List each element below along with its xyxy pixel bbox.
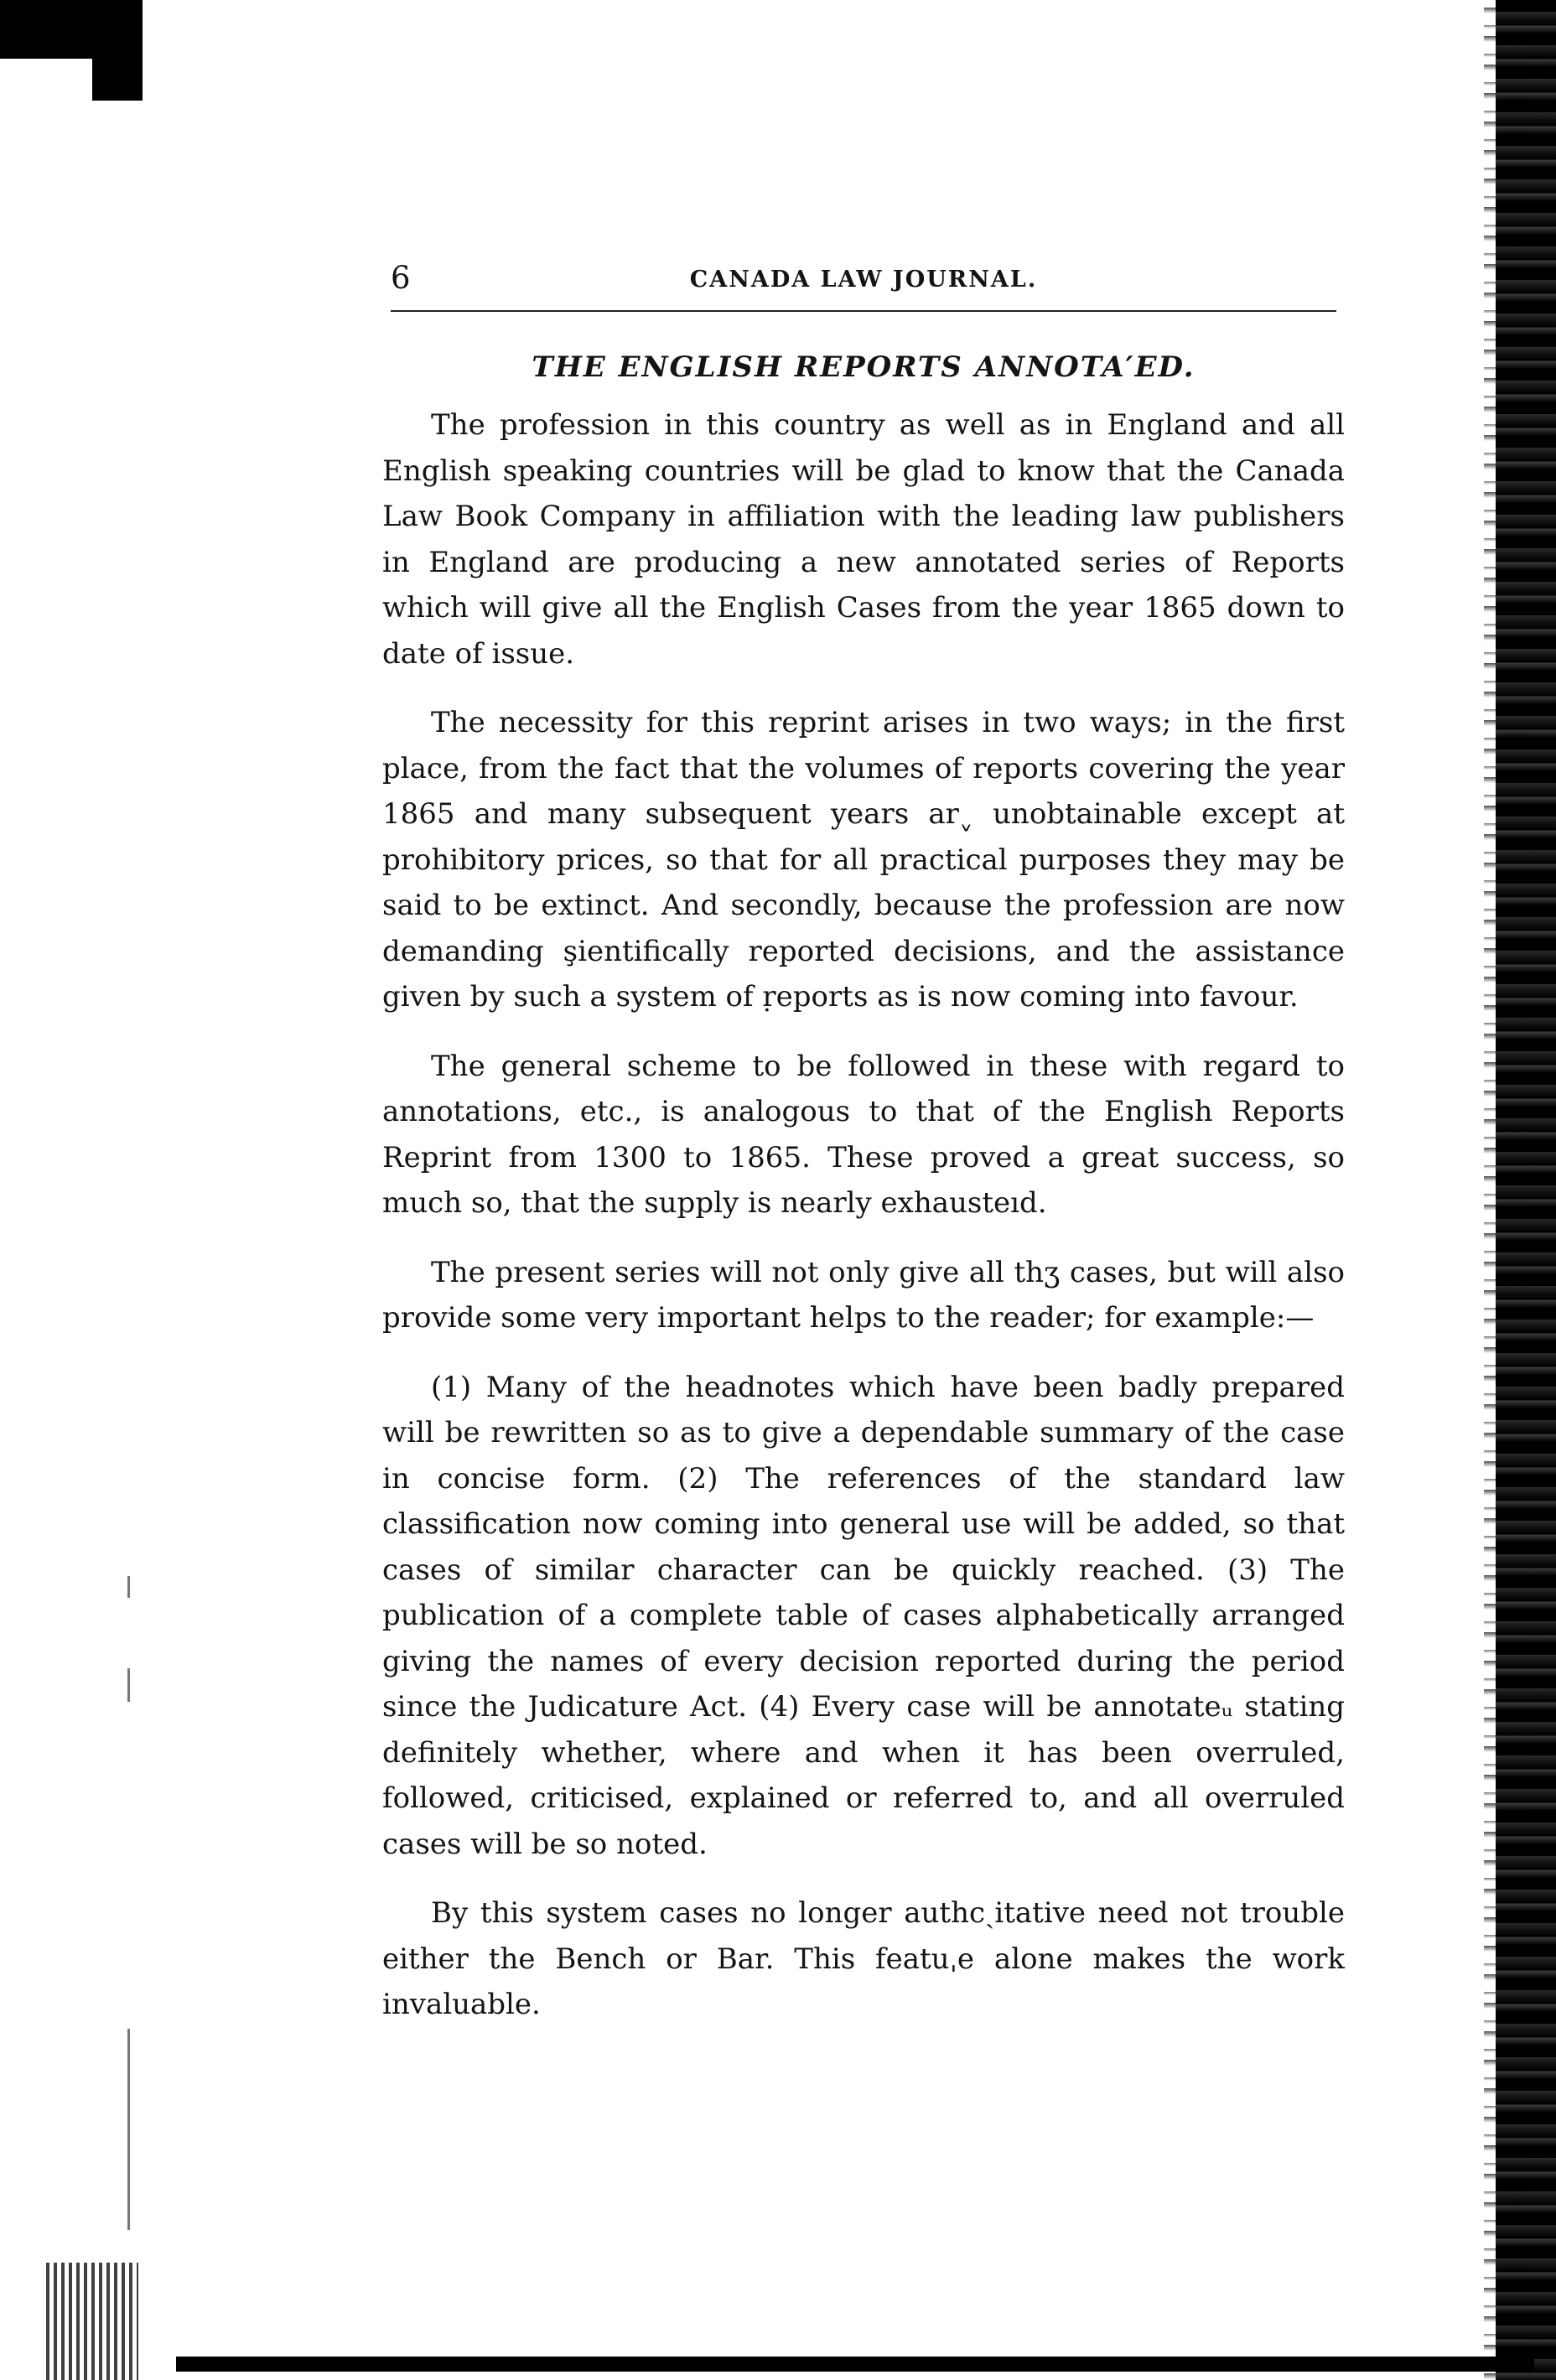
scan-artifact-top-left bbox=[0, 0, 143, 59]
scan-artifact-left-mark bbox=[127, 1668, 130, 1702]
paragraph-helps: The present series will not only give all thʒ cases, but will also provide some very important helps to the reader; for example:— bbox=[382, 1255, 1345, 1335]
article-title: THE ENGLISH REPORTS ANNOTA′ED. bbox=[532, 350, 1196, 384]
scan-artifact-bottom-bar bbox=[176, 2357, 1534, 2372]
paragraph-intro: The profession in this country as well as in England and all English speaking countries will be glad to know that the Canada Law Book Company in affiliation with the leading law publishers in England are producing a new annotated series of Reports which will give all the English Cases from the year 1865 down to date of issue. bbox=[382, 408, 1345, 671]
paragraph-examples: (1) Many of the headnotes which have been badly prepared will be rewritten so as to give a dependable summary of the case in concise form. (2) The references of the standard law classification now coming into general use will be added, so that cases of similar character can be quickly reached. (3) The publication of a complete table of cases alphabetically arranged giving the names of every decision reported during the period since the Judicature Act. (4) Every case will be annotateᵤ stating definitely whether, where and when it has been overruled, followed, criticised, explained or referred to, and all overruled cases will be so noted. bbox=[382, 1370, 1345, 1861]
running-head bbox=[382, 251, 1345, 305]
journal-title: CANADA LAW JOURNAL. bbox=[689, 267, 1038, 293]
scan-artifact-binding-edge bbox=[1496, 0, 1556, 2380]
scan-artifact-left-mark bbox=[127, 1576, 130, 1598]
paragraph-conclusion: By this system cases no longer authcˏitative need not trouble either the Bench or Bar. This featuˌе alone makes the work invaluable. bbox=[382, 1896, 1345, 2021]
header-rule bbox=[391, 310, 1336, 312]
scan-artifact-left-mark bbox=[127, 2029, 130, 2230]
paragraph-scheme: The general scheme to be followed in these with regard to annotations, etc., is analogous to that of the English Reports Reprint from 1300 to 1865. These proved a great success, so much so, that the supply is nearly exhausteıd. bbox=[382, 1049, 1345, 1220]
page-number: 6 bbox=[391, 260, 411, 296]
scan-artifact-bottom-left bbox=[46, 2263, 138, 2380]
paragraph-necessity: The necessity for this reprint arises in two ways; in the first place, from the fact that the volumes of reports covering the year 1865 and many subsequent years arˬ unobtainable except at prohibitory prices, so that for all practical purposes they may be said to be extinct. And secondly, because the profession are now demanding şientifically reported decisions, and the assistance given by such a system of ṛeports as is now coming into favour. bbox=[382, 706, 1345, 1014]
book-page bbox=[382, 251, 1345, 2028]
